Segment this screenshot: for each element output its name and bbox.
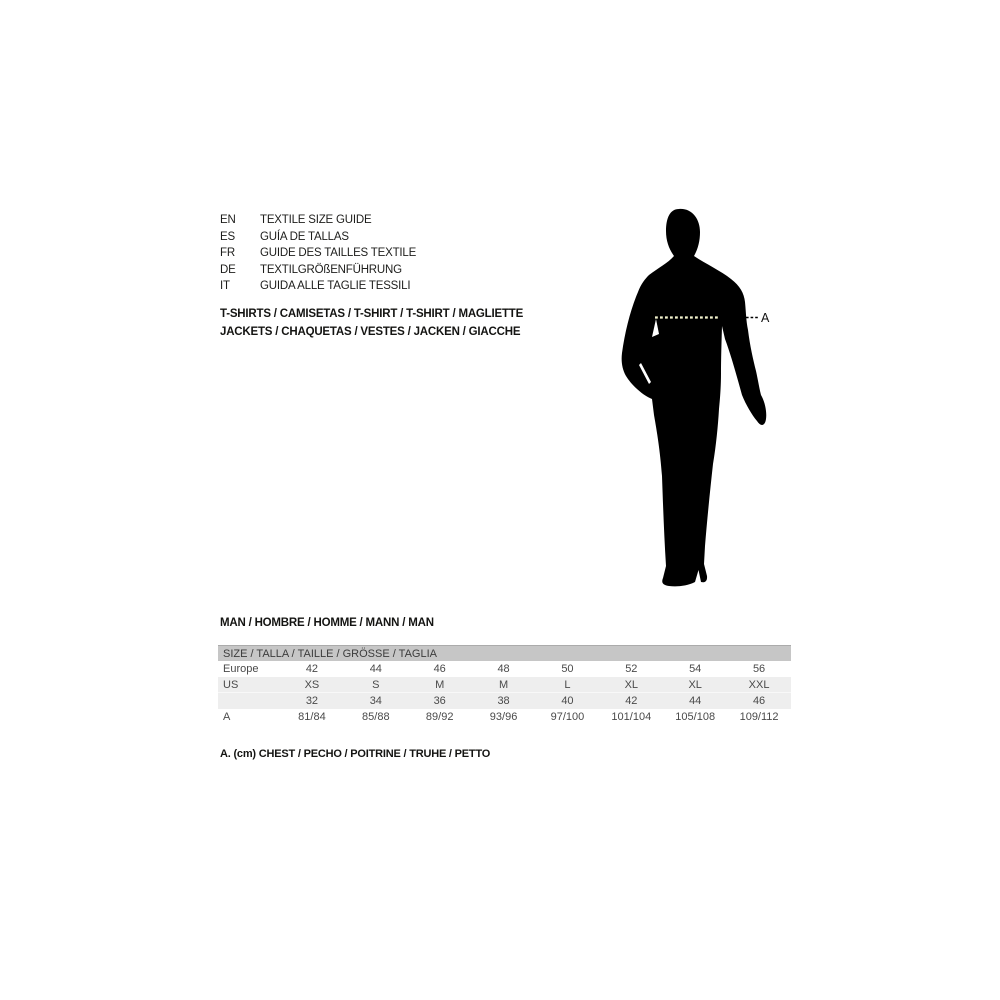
cell: XS [304, 679, 320, 691]
cell: 54 [689, 663, 702, 675]
cell: 40 [561, 695, 574, 707]
garment-categories [220, 306, 523, 341]
category-line-tshirts: T-SHIRTS / CAMISETAS / T-SHIRT / T-SHIRT / MAGLIETTE [220, 308, 524, 320]
cell: 56 [752, 663, 766, 675]
measurement-footnote: A. (cm) CHEST / PECHO / POITRINE / TRUHE / PETTO [220, 748, 491, 760]
language-code: EN [220, 214, 236, 226]
language-label: TEXTILE SIZE GUIDE [260, 214, 372, 226]
row-label: Europe [223, 663, 259, 675]
cell: 93/96 [489, 711, 518, 723]
language-row-en [220, 212, 416, 229]
cell: 97/100 [550, 711, 585, 723]
cell: 38 [497, 695, 510, 707]
table-row-numeric-us [218, 693, 791, 709]
cell: 44 [689, 695, 702, 707]
size-table [218, 645, 791, 725]
language-label: GUIDE DES TAILLES TEXTILE [260, 247, 417, 260]
language-row-es [220, 229, 416, 246]
row-label: A [223, 711, 231, 723]
language-code: IT [220, 280, 230, 293]
language-row-de [220, 262, 416, 279]
cell: 85/88 [362, 711, 390, 723]
language-row-fr [220, 245, 416, 262]
cell: 109/112 [739, 711, 779, 723]
man-silhouette-icon [618, 205, 778, 595]
language-code: FR [220, 247, 235, 260]
cell: 52 [625, 663, 638, 675]
table-row-chest-cm [218, 709, 791, 725]
size-table-header: SIZE / TALLA / TAILLE / GRÖSSE / TAGLIA [218, 645, 791, 661]
cell: 46 [433, 663, 446, 675]
section-title-man: MAN / HOMBRE / HOMME / MANN / MAN [220, 617, 434, 629]
language-label: TEXTILGRÖßENFÜHRUNG [260, 263, 402, 276]
cell: XL [624, 679, 639, 691]
language-label: GUÍA DE TALLAS [260, 230, 349, 243]
cell: 32 [305, 695, 319, 707]
cell: 81/84 [298, 711, 326, 723]
language-label: GUIDA ALLE TAGLIE TESSILI [260, 280, 411, 293]
cell: 34 [369, 695, 382, 707]
cell: 44 [369, 663, 382, 675]
cell: XL [688, 679, 702, 691]
cell: L [564, 679, 571, 691]
cell: 48 [497, 663, 510, 675]
table-row-europe [218, 661, 791, 677]
cell: 50 [561, 663, 574, 675]
cell: XXL [748, 679, 770, 691]
language-list [220, 212, 416, 295]
cell: 105/108 [675, 711, 716, 723]
category-line-jackets: JACKETS / CHAQUETAS / VESTES / JACKEN / GIACCHE [220, 325, 521, 338]
language-code: DE [220, 263, 236, 276]
measure-label-a: A [761, 311, 770, 325]
row-label: US [223, 679, 239, 691]
cell: 101/104 [611, 711, 652, 723]
cell: 42 [625, 695, 638, 707]
table-row-us [218, 677, 791, 693]
cell: 42 [305, 663, 319, 675]
cell: 89/92 [425, 711, 454, 723]
cell: S [372, 679, 380, 691]
cell: M [498, 679, 509, 691]
language-code: ES [220, 230, 235, 243]
language-row-it [220, 278, 416, 295]
man-silhouette-figure [618, 205, 778, 595]
cell: M [435, 679, 445, 691]
cell: 46 [752, 695, 766, 707]
cell: 36 [433, 695, 446, 707]
